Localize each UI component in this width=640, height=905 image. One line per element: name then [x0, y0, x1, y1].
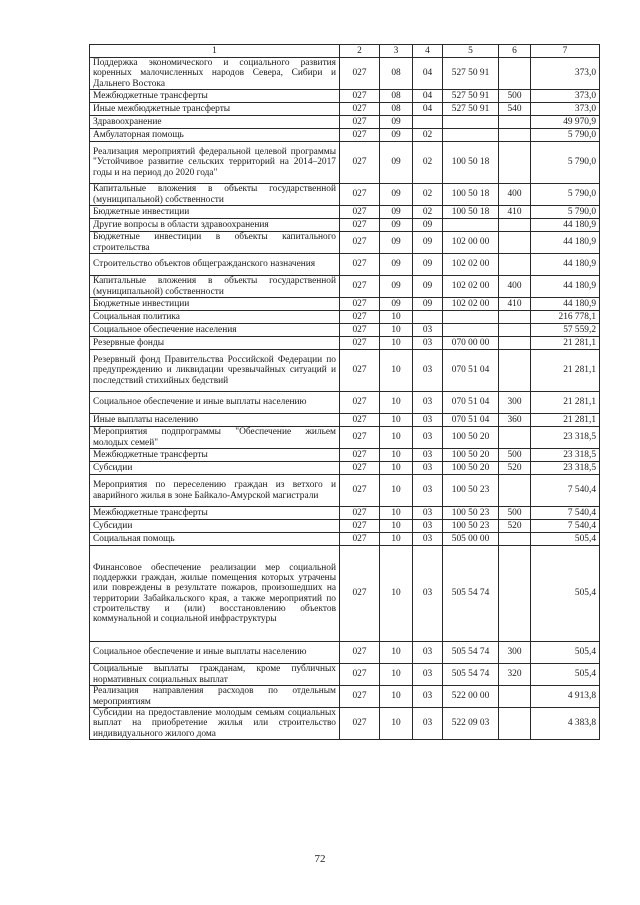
table-row — [90, 58, 600, 90]
row-amount-cell: 5 790,0 — [531, 129, 600, 142]
row-amount-cell: 49 970,9 — [531, 116, 600, 129]
table-row — [90, 533, 600, 546]
row-expense-type-cell: 400 — [499, 184, 531, 206]
row-ved-code-cell: 027 — [340, 324, 380, 337]
row-expense-type-cell — [499, 708, 531, 740]
row-ved-code-cell: 027 — [340, 129, 380, 142]
row-target-article-cell — [443, 129, 499, 142]
row-ved-code-cell: 027 — [340, 449, 380, 462]
row-section-code-cell: 10 — [380, 533, 413, 546]
table-row — [90, 350, 600, 392]
row-name-cell: Субсидии на предоставление молодым семьям социальных выплат на приобретение жилья или строительство индивидуального жилого дома — [90, 708, 340, 740]
table-row — [90, 337, 600, 350]
row-target-article-cell: 100 50 23 — [443, 475, 499, 507]
row-expense-type-cell: 520 — [499, 520, 531, 533]
row-expense-type-cell — [499, 219, 531, 232]
row-ved-code-cell: 027 — [340, 533, 380, 546]
table-row — [90, 129, 600, 142]
table-row — [90, 90, 600, 103]
row-ved-code-cell: 027 — [340, 103, 380, 116]
row-amount-cell: 4 913,8 — [531, 686, 600, 708]
row-amount-cell: 373,0 — [531, 58, 600, 90]
row-name-cell: Поддержка экономического и социального развития коренных малочисленных народов Севера, Сибири и Дальнего Востока — [90, 58, 340, 90]
row-section-code-cell: 10 — [380, 664, 413, 686]
row-amount-cell: 7 540,4 — [531, 507, 600, 520]
table-row — [90, 414, 600, 427]
row-ved-code-cell: 027 — [340, 116, 380, 129]
row-section-code-cell: 10 — [380, 350, 413, 392]
row-amount-cell: 5 790,0 — [531, 184, 600, 206]
table-row — [90, 392, 600, 414]
row-expense-type-cell: 360 — [499, 414, 531, 427]
row-section-code-cell: 08 — [380, 90, 413, 103]
row-ved-code-cell: 027 — [340, 206, 380, 219]
row-subsection-code-cell: 03 — [413, 414, 443, 427]
row-amount-cell: 505,4 — [531, 533, 600, 546]
row-name-cell: Реализация мероприятий федеральной целевой программы "Устойчивое развитие сельских территорий на 2014–2017 годы и на период до 2020 года" — [90, 142, 340, 184]
row-section-code-cell: 10 — [380, 427, 413, 449]
row-subsection-code-cell: 02 — [413, 206, 443, 219]
row-expense-type-cell: 520 — [499, 462, 531, 475]
row-ved-code-cell: 027 — [340, 232, 380, 254]
row-target-article-cell: 100 50 20 — [443, 462, 499, 475]
row-subsection-code-cell: 09 — [413, 276, 443, 298]
row-ved-code-cell: 027 — [340, 219, 380, 232]
row-target-article-cell: 100 50 20 — [443, 427, 499, 449]
table-row — [90, 462, 600, 475]
row-subsection-code-cell: 03 — [413, 507, 443, 520]
row-target-article-cell: 070 51 04 — [443, 350, 499, 392]
row-name-cell: Субсидии — [90, 462, 340, 475]
row-target-article-cell: 102 00 00 — [443, 232, 499, 254]
row-expense-type-cell — [499, 232, 531, 254]
row-name-cell: Бюджетные инвестиции — [90, 206, 340, 219]
row-section-code-cell: 10 — [380, 546, 413, 642]
row-name-cell: Другие вопросы в области здравоохранения — [90, 219, 340, 232]
row-target-article-cell — [443, 324, 499, 337]
row-section-code-cell: 10 — [380, 337, 413, 350]
row-section-code-cell: 08 — [380, 58, 413, 90]
row-section-code-cell: 09 — [380, 276, 413, 298]
row-ved-code-cell: 027 — [340, 392, 380, 414]
row-expense-type-cell — [499, 533, 531, 546]
row-amount-cell: 23 318,5 — [531, 427, 600, 449]
row-target-article-cell: 527 50 91 — [443, 58, 499, 90]
row-expense-type-cell — [499, 546, 531, 642]
row-target-article-cell: 505 00 00 — [443, 533, 499, 546]
row-target-article-cell: 102 02 00 — [443, 254, 499, 276]
row-section-code-cell: 09 — [380, 129, 413, 142]
row-section-code-cell: 10 — [380, 324, 413, 337]
row-name-cell: Строительство объектов общегражданского назначения — [90, 254, 340, 276]
row-amount-cell: 21 281,1 — [531, 350, 600, 392]
row-subsection-code-cell: 03 — [413, 350, 443, 392]
table-row — [90, 311, 600, 324]
budget-table — [89, 44, 600, 740]
row-ved-code-cell: 027 — [340, 642, 380, 664]
row-section-code-cell: 09 — [380, 184, 413, 206]
row-amount-cell: 373,0 — [531, 103, 600, 116]
row-subsection-code-cell: 09 — [413, 219, 443, 232]
row-name-cell: Мероприятия по переселению граждан из ветхого и аварийного жилья в зоне Байкало-Амурской магистрали — [90, 475, 340, 507]
row-section-code-cell: 10 — [380, 686, 413, 708]
table-body — [90, 45, 600, 740]
row-subsection-code-cell — [413, 116, 443, 129]
row-amount-cell: 21 281,1 — [531, 414, 600, 427]
row-subsection-code-cell: 03 — [413, 449, 443, 462]
row-ved-code-cell: 027 — [340, 142, 380, 184]
row-expense-type-cell: 400 — [499, 276, 531, 298]
row-target-article-cell: 100 50 18 — [443, 142, 499, 184]
row-ved-code-cell: 027 — [340, 58, 380, 90]
row-expense-type-cell: 500 — [499, 90, 531, 103]
row-ved-code-cell: 027 — [340, 414, 380, 427]
row-section-code-cell: 09 — [380, 219, 413, 232]
row-subsection-code-cell — [413, 311, 443, 324]
row-amount-cell: 216 778,1 — [531, 311, 600, 324]
row-subsection-code-cell: 04 — [413, 90, 443, 103]
row-section-code-cell: 09 — [380, 232, 413, 254]
row-expense-type-cell: 300 — [499, 392, 531, 414]
row-target-article-cell: 100 50 23 — [443, 520, 499, 533]
row-ved-code-cell: 027 — [340, 686, 380, 708]
row-target-article-cell: 100 50 20 — [443, 449, 499, 462]
row-target-article-cell: 070 00 00 — [443, 337, 499, 350]
row-target-article-cell: 505 54 74 — [443, 664, 499, 686]
table-row — [90, 642, 600, 664]
row-subsection-code-cell: 02 — [413, 184, 443, 206]
row-target-article-cell — [443, 116, 499, 129]
row-ved-code-cell: 027 — [340, 664, 380, 686]
row-section-code-cell: 09 — [380, 298, 413, 311]
row-name-cell: Межбюджетные трансферты — [90, 90, 340, 103]
row-expense-type-cell — [499, 350, 531, 392]
row-amount-cell: 505,4 — [531, 664, 600, 686]
row-subsection-code-cell: 03 — [413, 642, 443, 664]
row-ved-code-cell: 027 — [340, 546, 380, 642]
row-section-code-cell: 10 — [380, 475, 413, 507]
row-subsection-code-cell: 02 — [413, 129, 443, 142]
row-ved-code-cell: 027 — [340, 475, 380, 507]
row-name-cell: Субсидии — [90, 520, 340, 533]
row-target-article-cell: 522 00 00 — [443, 686, 499, 708]
table-row — [90, 232, 600, 254]
row-amount-cell: 44 180,9 — [531, 298, 600, 311]
row-expense-type-cell: 500 — [499, 507, 531, 520]
row-name-cell: Резервный фонд Правительства Российской Федерации по предупреждению и ликвидации чрезвычайных ситуаций и последствий стихийных бедствий — [90, 350, 340, 392]
header-cell-3: 3 — [380, 45, 413, 58]
table-row — [90, 184, 600, 206]
row-subsection-code-cell: 09 — [413, 232, 443, 254]
row-subsection-code-cell: 04 — [413, 58, 443, 90]
row-amount-cell: 44 180,9 — [531, 232, 600, 254]
row-name-cell: Социальные выплаты гражданам, кроме публичных нормативных социальных выплат — [90, 664, 340, 686]
row-target-article-cell: 527 50 91 — [443, 103, 499, 116]
row-expense-type-cell — [499, 254, 531, 276]
row-amount-cell: 44 180,9 — [531, 219, 600, 232]
row-name-cell: Реализация направления расходов по отдельным мероприятиям — [90, 686, 340, 708]
row-expense-type-cell — [499, 116, 531, 129]
row-name-cell: Межбюджетные трансферты — [90, 507, 340, 520]
table-row — [90, 546, 600, 642]
row-expense-type-cell — [499, 324, 531, 337]
row-name-cell: Финансовое обеспечение реализации мер социальной поддержки граждан, жилые помещения которых утрачены или повреждены в результате пожаров, произошедших на территории Забайкальского края, а также мероприятий по строительству и (или) восстановлению объектов коммунальной и социальной инфраструктуры — [90, 546, 340, 642]
row-section-code-cell: 10 — [380, 449, 413, 462]
table-row — [90, 449, 600, 462]
row-name-cell: Резервные фонды — [90, 337, 340, 350]
header-cell-7: 7 — [531, 45, 600, 58]
row-name-cell: Бюджетные инвестиции — [90, 298, 340, 311]
row-name-cell: Социальное обеспечение и иные выплаты населению — [90, 642, 340, 664]
row-section-code-cell: 10 — [380, 642, 413, 664]
row-section-code-cell: 10 — [380, 311, 413, 324]
row-target-article-cell: 522 09 03 — [443, 708, 499, 740]
row-name-cell: Амбулаторная помощь — [90, 129, 340, 142]
row-amount-cell: 505,4 — [531, 546, 600, 642]
table-row — [90, 276, 600, 298]
row-name-cell: Капитальные вложения в объекты государственной (муниципальной) собственности — [90, 276, 340, 298]
row-subsection-code-cell: 03 — [413, 686, 443, 708]
row-section-code-cell: 10 — [380, 414, 413, 427]
row-ved-code-cell: 027 — [340, 507, 380, 520]
row-amount-cell: 4 383,8 — [531, 708, 600, 740]
row-ved-code-cell: 027 — [340, 276, 380, 298]
row-target-article-cell: 527 50 91 — [443, 90, 499, 103]
table-row — [90, 475, 600, 507]
row-section-code-cell: 09 — [380, 116, 413, 129]
row-target-article-cell: 102 02 00 — [443, 298, 499, 311]
table-row — [90, 664, 600, 686]
row-amount-cell: 57 559,2 — [531, 324, 600, 337]
row-amount-cell: 373,0 — [531, 90, 600, 103]
row-expense-type-cell: 410 — [499, 298, 531, 311]
row-name-cell: Иные межбюджетные трансферты — [90, 103, 340, 116]
row-section-code-cell: 10 — [380, 520, 413, 533]
row-ved-code-cell: 027 — [340, 90, 380, 103]
row-name-cell: Капитальные вложения в объекты государственной (муниципальной) собственности — [90, 184, 340, 206]
row-target-article-cell: 100 50 23 — [443, 507, 499, 520]
row-name-cell: Здравоохранение — [90, 116, 340, 129]
row-subsection-code-cell: 03 — [413, 324, 443, 337]
header-cell-1: 1 — [90, 45, 340, 58]
row-expense-type-cell — [499, 311, 531, 324]
row-section-code-cell: 10 — [380, 392, 413, 414]
row-expense-type-cell — [499, 475, 531, 507]
row-amount-cell: 505,4 — [531, 642, 600, 664]
row-section-code-cell: 09 — [380, 254, 413, 276]
row-name-cell: Социальная помощь — [90, 533, 340, 546]
header-cell-4: 4 — [413, 45, 443, 58]
row-amount-cell: 21 281,1 — [531, 337, 600, 350]
header-cell-5: 5 — [443, 45, 499, 58]
row-name-cell: Социальное обеспечение населения — [90, 324, 340, 337]
row-subsection-code-cell: 03 — [413, 546, 443, 642]
row-section-code-cell: 09 — [380, 206, 413, 219]
row-amount-cell: 23 318,5 — [531, 462, 600, 475]
row-amount-cell: 5 790,0 — [531, 206, 600, 219]
row-name-cell: Мероприятия подпрограммы "Обеспечение жильем молодых семей" — [90, 427, 340, 449]
row-subsection-code-cell: 03 — [413, 533, 443, 546]
table-row — [90, 254, 600, 276]
table-header-row — [90, 45, 600, 58]
row-amount-cell: 7 540,4 — [531, 475, 600, 507]
row-name-cell: Социальное обеспечение и иные выплаты населению — [90, 392, 340, 414]
row-target-article-cell: 100 50 18 — [443, 184, 499, 206]
row-target-article-cell: 070 51 04 — [443, 392, 499, 414]
row-subsection-code-cell: 09 — [413, 254, 443, 276]
row-section-code-cell: 10 — [380, 708, 413, 740]
row-amount-cell: 7 540,4 — [531, 520, 600, 533]
row-expense-type-cell — [499, 58, 531, 90]
header-cell-2: 2 — [340, 45, 380, 58]
row-subsection-code-cell: 03 — [413, 664, 443, 686]
table-row — [90, 103, 600, 116]
row-expense-type-cell: 320 — [499, 664, 531, 686]
header-cell-6: 6 — [499, 45, 531, 58]
table-row — [90, 520, 600, 533]
row-expense-type-cell: 410 — [499, 206, 531, 219]
row-expense-type-cell — [499, 337, 531, 350]
row-subsection-code-cell: 09 — [413, 298, 443, 311]
row-subsection-code-cell: 02 — [413, 142, 443, 184]
row-expense-type-cell — [499, 142, 531, 184]
row-ved-code-cell: 027 — [340, 708, 380, 740]
row-amount-cell: 23 318,5 — [531, 449, 600, 462]
row-target-article-cell: 102 02 00 — [443, 276, 499, 298]
row-amount-cell: 44 180,9 — [531, 276, 600, 298]
row-subsection-code-cell: 03 — [413, 462, 443, 475]
table-row — [90, 686, 600, 708]
table-row — [90, 507, 600, 520]
row-ved-code-cell: 027 — [340, 427, 380, 449]
row-target-article-cell: 505 54 74 — [443, 546, 499, 642]
row-ved-code-cell: 027 — [340, 254, 380, 276]
table-row — [90, 708, 600, 740]
row-target-article-cell — [443, 219, 499, 232]
row-subsection-code-cell: 03 — [413, 708, 443, 740]
row-ved-code-cell: 027 — [340, 462, 380, 475]
row-subsection-code-cell: 03 — [413, 475, 443, 507]
row-subsection-code-cell: 04 — [413, 103, 443, 116]
row-name-cell: Бюджетные инвестиции в объекты капитального строительства — [90, 232, 340, 254]
row-expense-type-cell: 500 — [499, 449, 531, 462]
table-row — [90, 206, 600, 219]
row-section-code-cell: 10 — [380, 507, 413, 520]
row-target-article-cell: 505 54 74 — [443, 642, 499, 664]
row-ved-code-cell: 027 — [340, 520, 380, 533]
page-number: 72 — [314, 853, 326, 865]
table-row — [90, 324, 600, 337]
row-subsection-code-cell: 03 — [413, 392, 443, 414]
row-ved-code-cell: 027 — [340, 298, 380, 311]
row-subsection-code-cell: 03 — [413, 427, 443, 449]
row-name-cell: Межбюджетные трансферты — [90, 449, 340, 462]
row-expense-type-cell — [499, 686, 531, 708]
row-section-code-cell: 08 — [380, 103, 413, 116]
table-row — [90, 116, 600, 129]
row-expense-type-cell: 540 — [499, 103, 531, 116]
row-target-article-cell: 070 51 04 — [443, 414, 499, 427]
row-subsection-code-cell: 03 — [413, 520, 443, 533]
row-subsection-code-cell: 03 — [413, 337, 443, 350]
table-row — [90, 142, 600, 184]
row-expense-type-cell — [499, 427, 531, 449]
row-target-article-cell — [443, 311, 499, 324]
row-target-article-cell: 100 50 18 — [443, 206, 499, 219]
row-name-cell: Социальная политика — [90, 311, 340, 324]
row-expense-type-cell: 300 — [499, 642, 531, 664]
row-amount-cell: 21 281,1 — [531, 392, 600, 414]
row-expense-type-cell — [499, 129, 531, 142]
row-ved-code-cell: 027 — [340, 337, 380, 350]
row-amount-cell: 5 790,0 — [531, 142, 600, 184]
row-name-cell: Иные выплаты населению — [90, 414, 340, 427]
row-ved-code-cell: 027 — [340, 184, 380, 206]
table-row — [90, 219, 600, 232]
row-amount-cell: 44 180,9 — [531, 254, 600, 276]
table-row — [90, 298, 600, 311]
row-section-code-cell: 10 — [380, 462, 413, 475]
row-ved-code-cell: 027 — [340, 350, 380, 392]
row-section-code-cell: 09 — [380, 142, 413, 184]
table-row — [90, 427, 600, 449]
row-ved-code-cell: 027 — [340, 311, 380, 324]
